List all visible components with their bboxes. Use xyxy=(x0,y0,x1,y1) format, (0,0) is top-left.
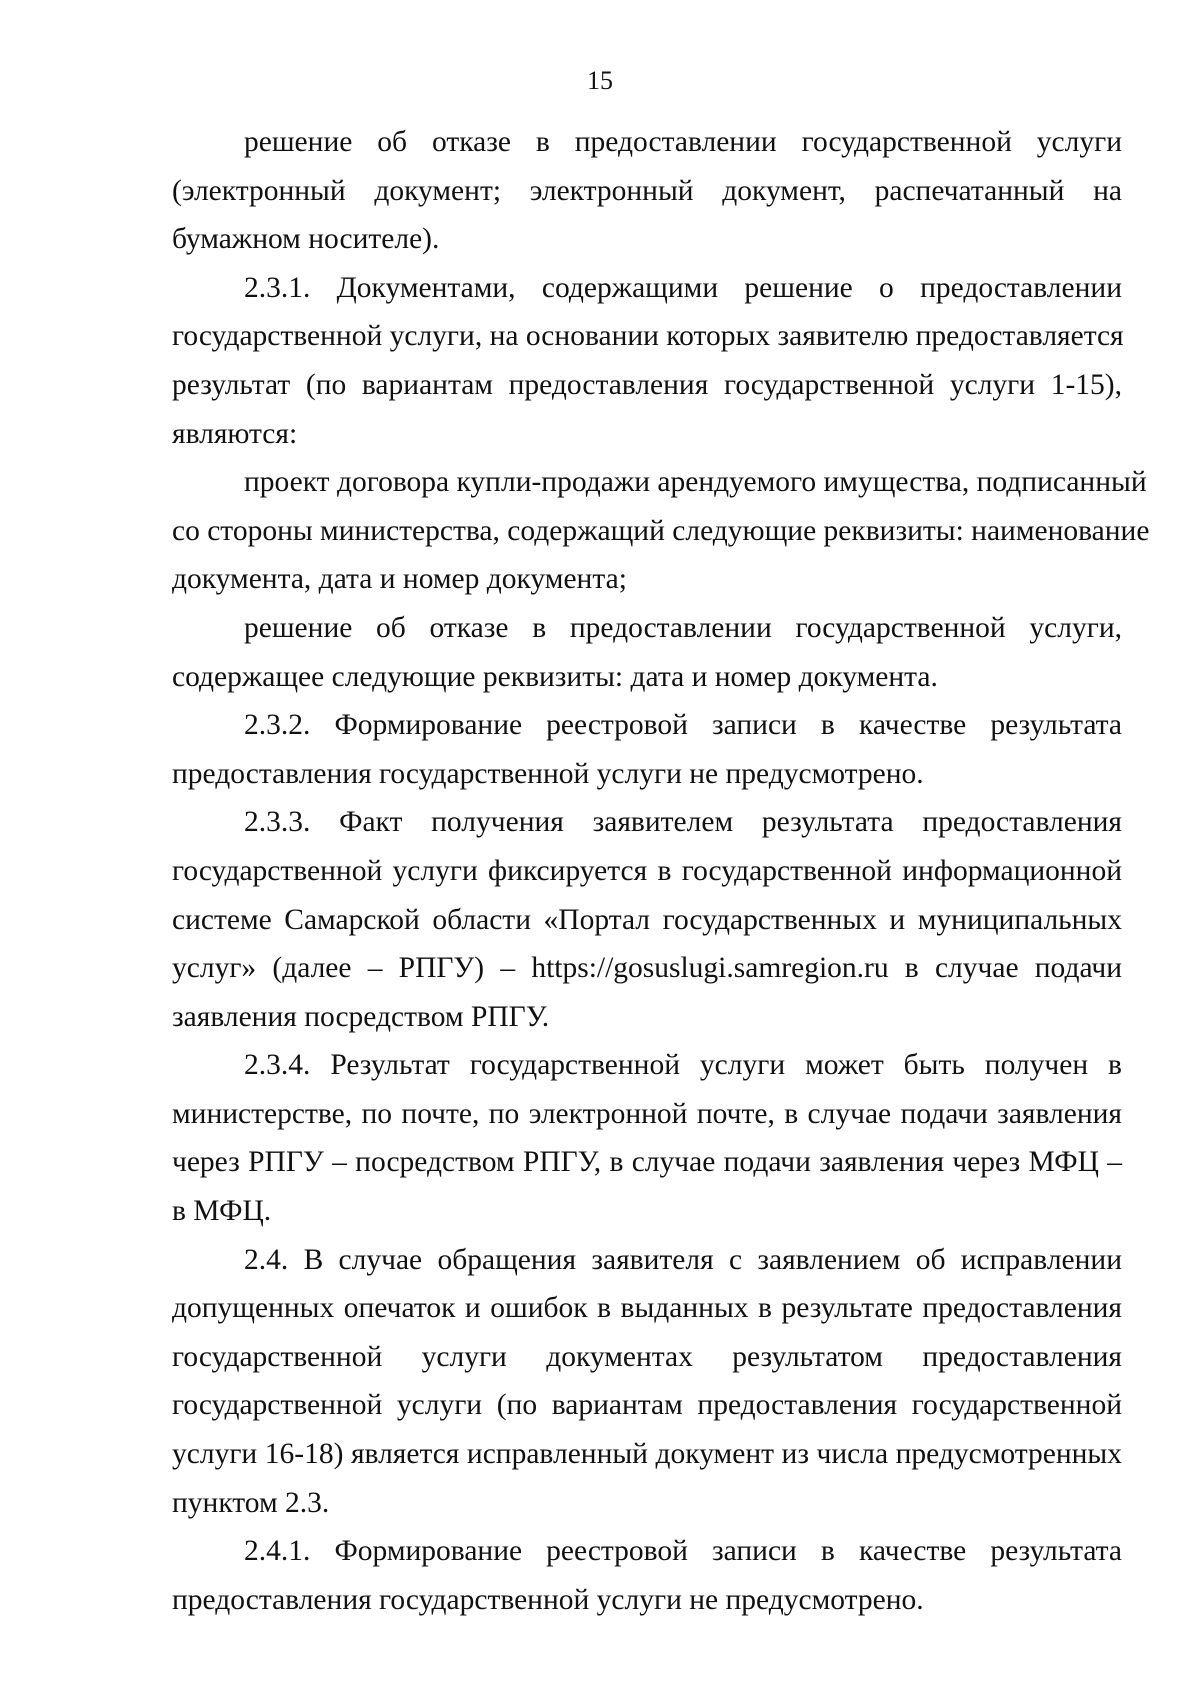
paragraph xyxy=(172,1236,1122,1528)
text-line: системе Самарской области «Портал государственных и муниципальных xyxy=(172,903,1122,936)
text-line: государственной услуги фиксируется в государственной информационной xyxy=(172,854,1122,887)
text-line: услуги 16-18) является исправленный документ из числа предусмотренных xyxy=(172,1438,1122,1471)
text-line: 2.3.1. Документами, содержащими решение о предоставлении xyxy=(244,271,1122,304)
text-line: 2.3.2. Формирование реестровой записи в качестве результата xyxy=(244,709,1122,742)
paragraph xyxy=(172,1527,1122,1624)
text-line: документа, дата и номер документа; xyxy=(172,563,627,596)
paragraph xyxy=(172,1041,1122,1235)
text-line: содержащее следующие реквизиты: дата и номер документа. xyxy=(172,660,938,693)
text-line: в МФЦ. xyxy=(172,1195,272,1228)
paragraph xyxy=(172,604,1122,701)
text-line: пунктом 2.3. xyxy=(172,1486,330,1519)
text-line: услуг» (далее – РПГУ) – https://gosuslugi.samregion.ru в случае подачи xyxy=(172,952,1122,985)
text-line: 2.3.4. Результат государственной услуги может быть получен в xyxy=(244,1049,1122,1082)
paragraph xyxy=(172,118,1122,264)
text-line: со стороны министерства, содержащий следующие реквизиты: наименование xyxy=(172,514,1150,547)
text-line: проект договора купли-продажи арендуемого имущества, подписанный xyxy=(244,466,1147,499)
text-line: являются: xyxy=(172,417,298,450)
text-line: решение об отказе в предоставлении государственной услуги, xyxy=(244,611,1122,644)
text-line: бумажном носителе). xyxy=(172,223,440,256)
text-line: 2.3.3. Факт получения заявителем результата предоставления xyxy=(244,806,1122,839)
text-line: результат (по вариантам предоставления государственной услуги 1-15), xyxy=(172,368,1122,401)
text-line: государственной услуги документах результатом предоставления xyxy=(172,1340,1122,1373)
text-line: государственной услуги (по вариантам предоставления государственной xyxy=(172,1389,1122,1422)
text-line: заявления посредством РПГУ. xyxy=(172,1000,550,1033)
text-line: министерстве, по почте, по электронной почте, в случае подачи заявления xyxy=(172,1097,1122,1130)
paragraph xyxy=(172,458,1150,604)
text-line: допущенных опечаток и ошибок в выданных в результате предоставления xyxy=(172,1292,1122,1325)
text-line: предоставления государственной услуги не предусмотрено. xyxy=(172,757,924,790)
paragraph xyxy=(172,264,1122,458)
paragraph xyxy=(172,798,1122,1041)
text-line: предоставления государственной услуги не предусмотрено. xyxy=(172,1583,924,1616)
document-body xyxy=(172,118,1150,1624)
paragraph xyxy=(172,701,1122,798)
text-line: 2.4. В случае обращения заявителя с заявлением об исправлении xyxy=(244,1243,1122,1276)
text-line: 2.4.1. Формирование реестровой записи в качестве результата xyxy=(244,1535,1122,1568)
text-line: государственной услуги, на основании которых заявителю предоставляется xyxy=(172,320,1124,353)
page-number: 15 xyxy=(587,66,613,95)
text-line: через РПГУ – посредством РПГУ, в случае подачи заявления через МФЦ – xyxy=(172,1146,1122,1179)
text-line: (электронный документ; электронный документ, распечатанный на xyxy=(172,174,1122,207)
text-line: решение об отказе в предоставлении государственной услуги xyxy=(244,126,1122,158)
